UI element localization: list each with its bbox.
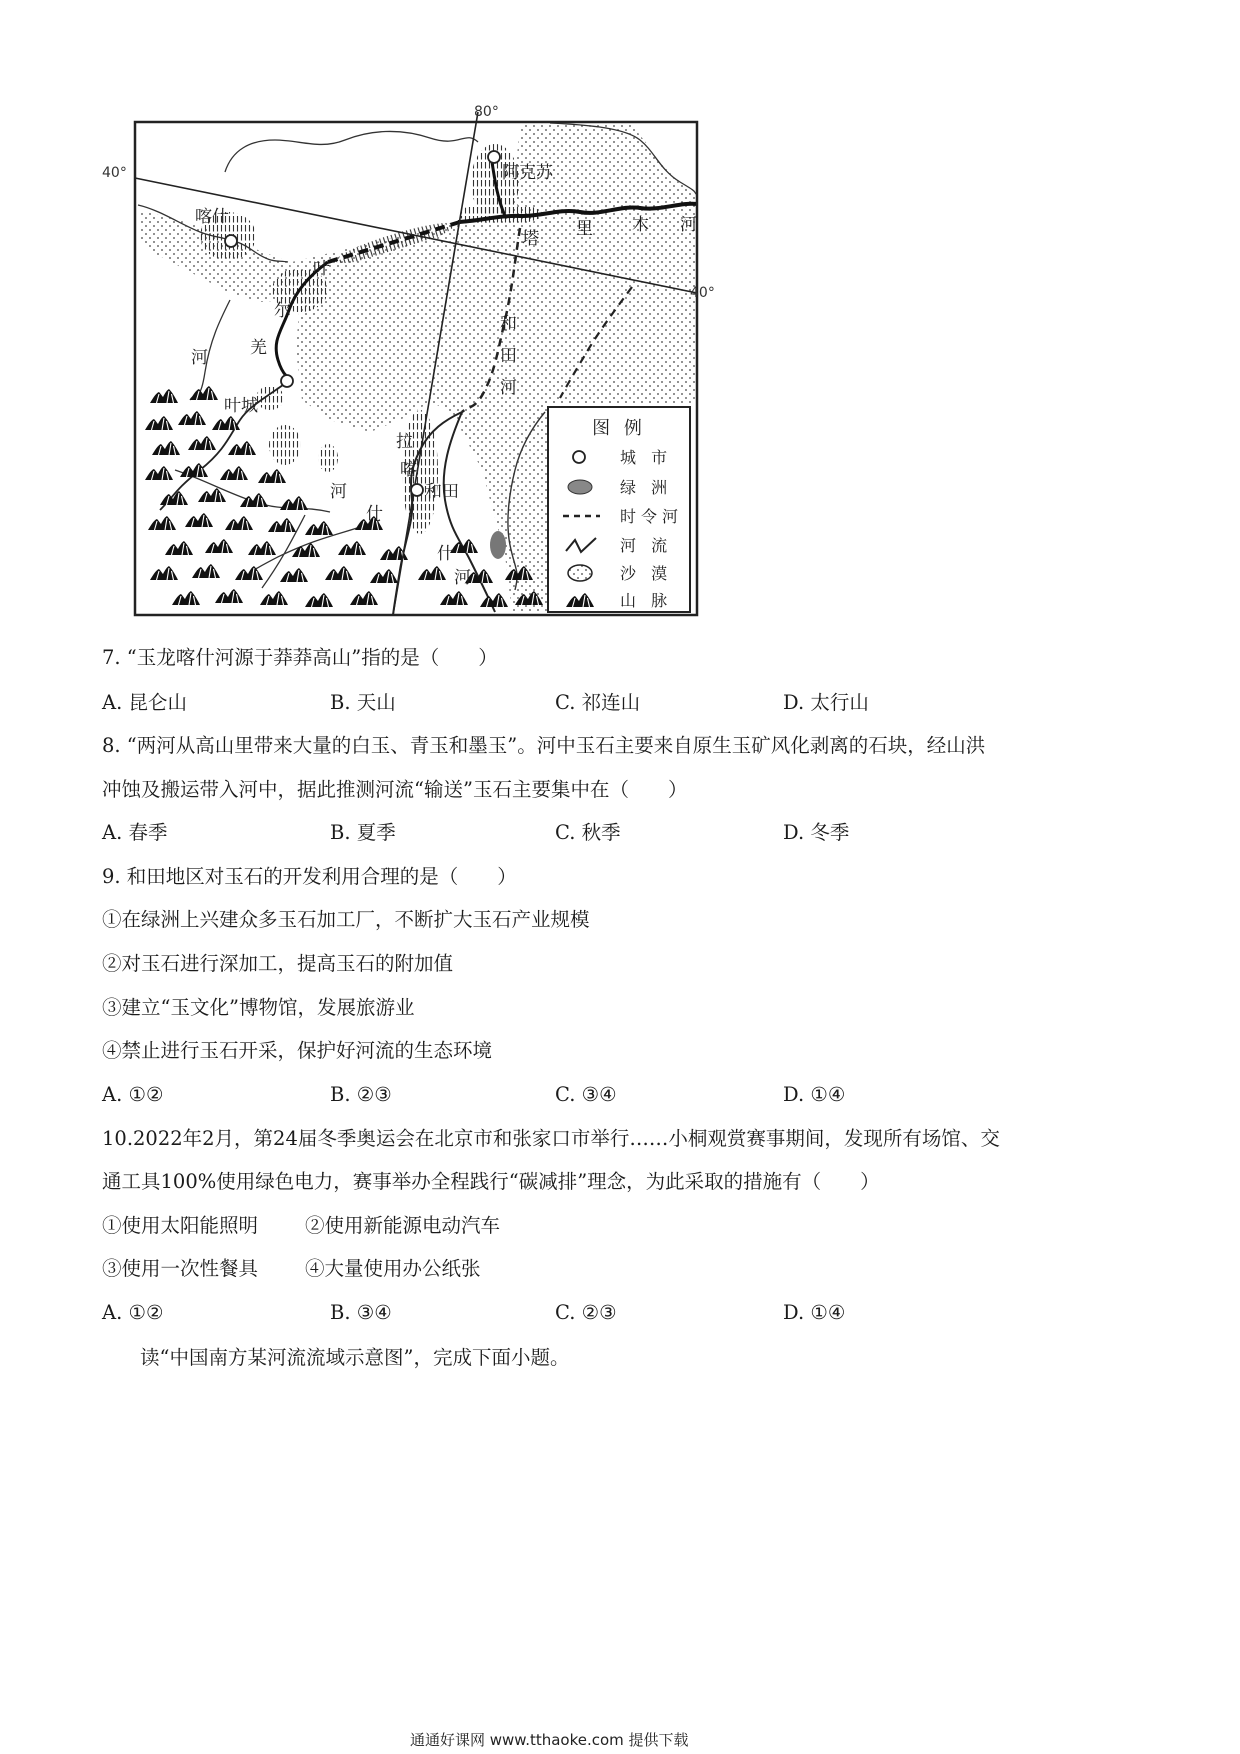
meridian-label: 80° bbox=[474, 104, 499, 120]
yarkand-river-label-char: 叶 bbox=[313, 259, 330, 279]
hotan-river-label-char: 田 bbox=[500, 346, 517, 366]
map-legend bbox=[548, 407, 690, 612]
question-8-stem-line-2: 冲蚀及搬运带入河中，据此推测河流“输送”玉石主要集中在（ ） bbox=[102, 778, 688, 801]
question-9-statement-1: ①在绿洲上兴建众多玉石加工厂，不断扩大玉石产业规模 bbox=[102, 908, 590, 931]
question-8-stem-line-1: 8. “两河从高山里带来大量的白玉、青玉和墨玉”。河中玉石主要来自原生玉矿风化剥离的石块，经山洪 bbox=[102, 734, 986, 757]
city-label-kashi: 喀什 bbox=[195, 207, 229, 227]
tarim-river-label-char: 河 bbox=[680, 215, 697, 235]
question-10-statement-2: ②使用新能源电动汽车 bbox=[305, 1214, 501, 1237]
question-10-option-a: A. ①② bbox=[102, 1301, 164, 1324]
tarim-river-label-char: 木 bbox=[632, 215, 649, 235]
hotan-river-label-char: 河 bbox=[500, 378, 517, 398]
legend-label-river: 河 流 bbox=[620, 536, 673, 555]
oasis-area bbox=[318, 444, 338, 472]
question-7-option-b: B. 天山 bbox=[330, 691, 396, 714]
upper-river-label-char: 什 bbox=[366, 504, 383, 524]
question-10-statement-4: ④大量使用办公纸张 bbox=[305, 1257, 481, 1280]
tarim-river-label-char: 里 bbox=[576, 219, 593, 239]
desert-icon bbox=[568, 565, 592, 581]
legend-label-mountain: 山 脉 bbox=[620, 591, 673, 610]
question-9-option-c: C. ③④ bbox=[555, 1083, 617, 1106]
question-8-option-a: A. 春季 bbox=[102, 821, 168, 844]
footer-credit: 通通好课网 www.tthaoke.com 提供下载 bbox=[410, 1731, 689, 1749]
city-label-yecheng: 叶城 bbox=[224, 396, 258, 416]
yarkand-river-label-char: 河 bbox=[191, 348, 208, 368]
question-9-statement-2: ②对玉石进行深加工，提高玉石的附加值 bbox=[102, 952, 454, 975]
upper-river-label-char: 喀 bbox=[400, 460, 417, 480]
legend-title: 图 例 bbox=[592, 418, 646, 439]
legend-label-city: 城 市 bbox=[620, 448, 673, 467]
city-kashi-marker bbox=[225, 235, 237, 247]
upper-river-label-char: 河 bbox=[454, 568, 471, 588]
question-10-stem-line-2: 通工具100%使用绿色电力，赛事举办全程践行“碳减排”理念，为此采取的措施有（ ） bbox=[102, 1170, 880, 1193]
parallel-label-right: 40° bbox=[690, 285, 715, 301]
legend-label-seasonal-river: 时令河 bbox=[620, 507, 684, 526]
legend-label-desert: 沙 漠 bbox=[620, 564, 673, 583]
question-7-option-c: C. 祁连山 bbox=[555, 691, 641, 714]
question-7-stem: 7. “玉龙喀什河源于莽莽高山”指的是（ ） bbox=[102, 646, 498, 669]
upper-river-label-char: 河 bbox=[330, 482, 347, 502]
legend-label-oasis: 绿 洲 bbox=[620, 478, 673, 497]
parallel-label-left: 40° bbox=[102, 165, 127, 181]
oasis-area bbox=[256, 386, 284, 410]
city-label-akesu: 阿克苏 bbox=[502, 163, 553, 183]
next-section-intro: 读“中国南方某河流流域示意图”，完成下面小题。 bbox=[140, 1346, 570, 1369]
question-8-option-c: C. 秋季 bbox=[555, 821, 621, 844]
question-9-statement-3: ③建立“玉文化”博物馆，发展旅游业 bbox=[102, 996, 415, 1019]
question-10-statement-3: ③使用一次性餐具 bbox=[102, 1257, 259, 1280]
city-hetian-marker bbox=[411, 484, 423, 496]
yarkand-river-label-char: 羌 bbox=[250, 338, 267, 358]
city-akesu-marker bbox=[488, 151, 500, 163]
question-8-option-b: B. 夏季 bbox=[330, 821, 396, 844]
question-9-option-b: B. ②③ bbox=[330, 1083, 392, 1106]
question-9-stem: 9. 和田地区对玉石的开发利用合理的是（ ） bbox=[102, 865, 517, 888]
yarkand-river-label-char: 尔 bbox=[274, 301, 291, 321]
map-figure bbox=[0, 0, 1240, 640]
oasis-area bbox=[269, 425, 301, 465]
city-circle-icon bbox=[573, 451, 585, 463]
question-10-option-c: C. ②③ bbox=[555, 1301, 617, 1324]
question-9-option-d: D. ①④ bbox=[783, 1083, 846, 1106]
question-10-stem-line-1: 10.2022年2月，第24届冬季奥运会在北京市和张家口市举行……小桐观赏赛事期间，发现所有场馆、交 bbox=[102, 1127, 1000, 1150]
hotan-river-label-char: 和 bbox=[500, 314, 517, 334]
question-7-option-a: A. 昆仑山 bbox=[102, 691, 187, 714]
question-10-option-d: D. ①④ bbox=[783, 1301, 846, 1324]
oasis-icon bbox=[568, 480, 592, 494]
tarim-river-label-char: 塔 bbox=[522, 229, 539, 249]
question-7-option-d: D. 太行山 bbox=[783, 691, 869, 714]
oasis-area bbox=[490, 531, 506, 559]
question-10-option-b: B. ③④ bbox=[330, 1301, 392, 1324]
question-8-option-d: D. 冬季 bbox=[783, 821, 850, 844]
city-label-hetian: 和田 bbox=[425, 482, 459, 502]
question-10-statement-1: ①使用太阳能照明 bbox=[102, 1214, 259, 1237]
question-9-statement-4: ④禁止进行玉石开采，保护好河流的生态环境 bbox=[102, 1039, 493, 1062]
city-yecheng-marker bbox=[281, 375, 293, 387]
question-9-option-a: A. ①② bbox=[102, 1083, 164, 1106]
upper-river-label-char: 什 bbox=[437, 544, 454, 564]
upper-river-label-char: 拉 bbox=[396, 432, 413, 452]
